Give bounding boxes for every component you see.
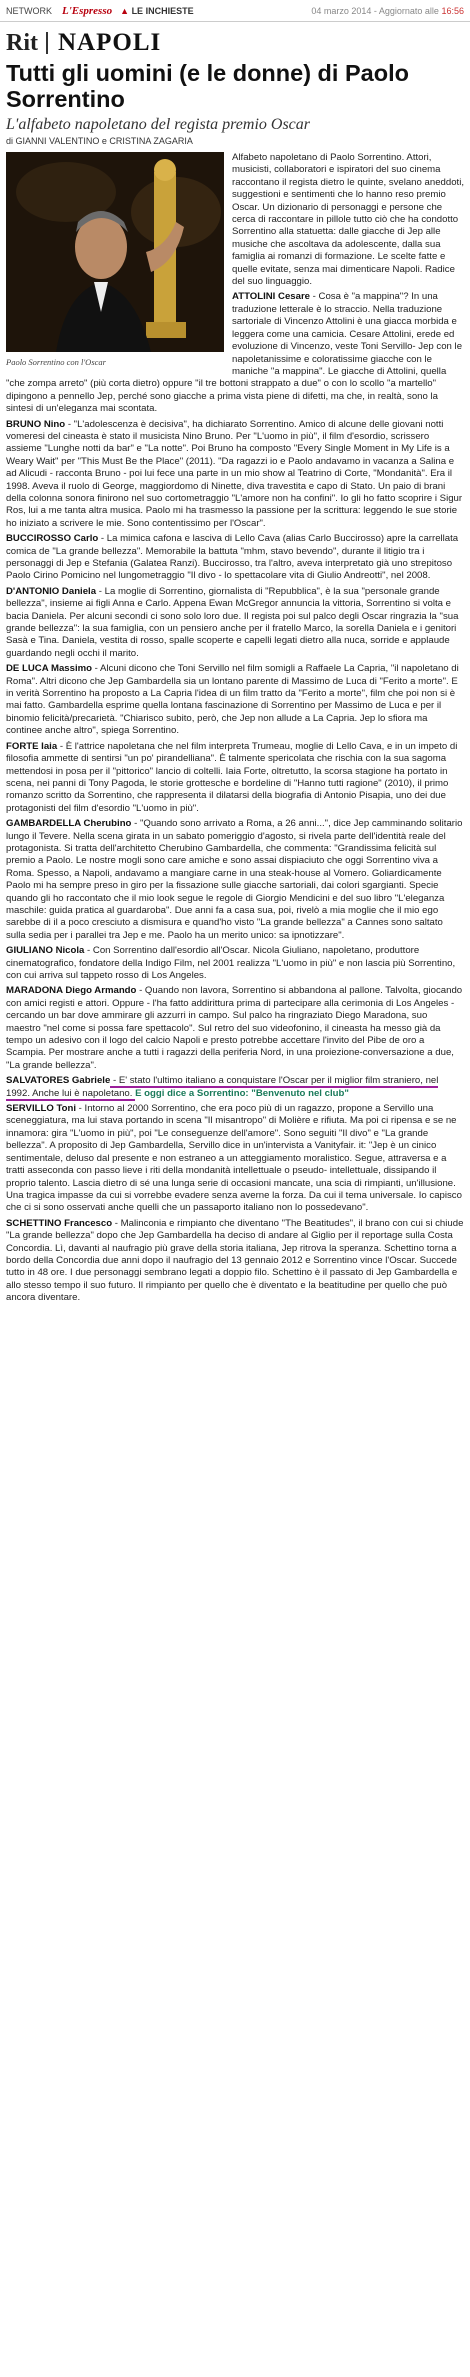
section-title[interactable]: NAPOLI — [58, 29, 162, 56]
entry-name: D'ANTONIO Daniela — [6, 585, 97, 597]
entry-name: ATTOLINI Cesare — [232, 291, 311, 303]
entry-text: - E' stato l'ultimo italiano a conquistare l'Oscar per il miglior film straniero, nel 1992. Anche lui è napoletano. — [6, 1075, 439, 1099]
entry-text: - La moglie di Sorrentino, giornalista di "Repubblica", è la sua "personale grande bellezza", insieme ai figli Anna e Carlo. Appena Ewan McGregor annuncia la vittoria, Sorrentino si volta e bacia Daniela. Per alcuni secondi ci sono solo loro due. Il regista poi sul palco degli Oscar ringrazia la "sua grande bellezza": la sua famiglia, con un pensiero anche per il fratello Marco, la sorella Daniela e i genitori Sasà e Tina. Daniela, vestita di rosso, spalle scoperte e capelli legati dietro alla nuca, sorride e applaude guardando negli occhi il marito. — [6, 585, 459, 659]
espresso-logo[interactable]: L'Espresso — [62, 4, 113, 17]
divider — [46, 32, 48, 54]
entry-2 — [6, 533, 464, 583]
entry-name: GIULIANO Nicola — [6, 945, 85, 957]
entry-7 — [6, 945, 464, 982]
top-bar — [0, 0, 470, 22]
oscar-photo-icon — [6, 152, 224, 352]
article-header — [0, 22, 470, 146]
update-label: 04 marzo 2014 - Aggiornato alle — [311, 5, 439, 16]
update-info — [311, 6, 464, 16]
intro-paragraph: Alfabeto napoletano di Paolo Sorrentino. Attori, musicisti, collaboratori e ispiratori del suo cinema raccontano il regista dietro le quinte, svelano aneddoti, suggestioni e sentimenti che lo hanno reso premio Oscar. Un dizionario di personaggi e persone che cerca di raccontare in pillole tutto ciò che ha condotto Sorrentino alla statuetta: dalle giacche di Jep alle musiche che ascoltava da adolescente, dalla sua famiglia ai romanzi di formazione. Le scelte fatte e quelle evitate, senza mai dimenticare Napoli. Radice del suo linguaggio. — [232, 152, 464, 288]
byline — [6, 136, 464, 146]
entry-text: - Con Sorrentino dall'esordio all'Oscar. Nicola Giuliano, napoletano, produttore cinematografico, fondatore della Indigo Film, nel 2001 realizza "L'uomo in più" e non lascia più Sorrentino, con cui arriva sul tappeto rosso di Los Angeles. — [6, 945, 456, 981]
entry-8 — [6, 985, 464, 1072]
entries-list — [6, 291, 464, 1304]
entry-text: - "L'adolescenza è decisiva", ha dichiarato Sorrentino. Amico di alcune delle giovani notti vomeresi del cineasta è stato il musicista Nino Bruno. Per "L'uomo in più", il film d'esordio, scrissero assieme "Lunghe notti da bar" e "La notte". Poi Bruno ha composto "Every Single Moment in My Life is a Weary Wait" per "This Must Be the Place" (2011). "Da ragazzi io e Paolo andavamo in vacanza a Salina e ad Alicudi - racconta Bruno - poi lui fece una parte in un mio show al Teatrino di Corte, "Mondanità". Era il 1998. Aveva il ruolo di George, maggiordomo di Ninette, diva travestita e capo di Stato. Un paio di brani della colonna sonora finirono nel suo cortometraggio "L'amore non ha confini". Io gli ho fatto scoprire i Sigur Ros, lui a me tanta altra musica. Paolo mi ha trasmesso la passione per la scrittura: leggendo le sue storie ho iniziato a scrivere le mie. Sono contentissimo per l'Oscar". — [6, 418, 463, 529]
entry-6 — [6, 818, 464, 942]
photo-image — [6, 152, 224, 352]
inchieste-logo[interactable]: ▲ LE INCHIESTE — [120, 5, 194, 16]
network-menu[interactable]: NETWORK — [6, 5, 52, 16]
entry-4 — [6, 663, 464, 737]
entry-text: - Quando non lavora, Sorrentino si abbandona al pallone. Talvolta, giocando con amici registi e attori. Oppure - l'ha fatto addirittura prima di partecipare alla cerimonia di Los Angeles - cercando un bar dove ammirare gli azzurri in campo. Sul palco ha ringraziato Diego Maradona, suo maestro "nel come si possa fare spettacolo". Sul retro del suo videofonino, il cineasta ha messo già da tempo un adesivo con il logo del calcio Napoli e presto potrebbe accettare l'invito del Pibe de oro a Scampia. Per mostrare anche a tutti i ragazzi della periferia Nord, in una proiezione-conversazione a due, "La grande bellezza". — [6, 985, 463, 1071]
entry-text: - Cosa è "a mappina"? In una traduzione letterale è lo straccio. Nella traduzione sartoriale di Vincenzo Attolini è una giacca morbida e leggera come una camicia. Cesare Attolini, erede ed evoluzione di Vincenzo, veste Toni Servillo- Jep con le napoletanissime e coloratissime giacche con le maniche "a mappina". Le giacche di Attolini, quella "che zompa arreto" (più corta dietro) oppure "il tre bottoni strappato a due" o con lo scollo "a martello" dipingono a pennello Jep, perché sono giacche a prima vista piene di difetti, ma che, in realtà, sono la sintesi di un'eleganza mai scontata. — [6, 291, 463, 415]
article-photo[interactable] — [6, 152, 224, 368]
entry-11 — [6, 1218, 464, 1305]
entry-1 — [6, 419, 464, 531]
entry-name: FORTE Iaia — [6, 740, 58, 752]
entry-name: BUCCIROSSO Carlo — [6, 533, 99, 545]
entry-name: GAMBARDELLA Cherubino — [6, 818, 132, 830]
entry-name: BRUNO Nino — [6, 418, 66, 430]
entry-link[interactable]: E oggi dice a Sorrentino: "Benvenuto nel club" — [135, 1087, 349, 1099]
entry-text: - La mimica cafona e lasciva di Lello Cava (alias Carlo Buccirosso) apre la carrellata comica de "La grande bellezza". Memorabile la battuta "mhm, stavo bevendo", durante il litigio tra i personaggi di Jep e Stefania (Galatea Ranzi). Buccirosso, tra l'altro, aveva interpretato già uno strepitoso Paolo Cirino Pomicino nel lungometraggio "Il divo - lo spettacolare vita di Giulio Andreotti", nel 2008. — [6, 533, 459, 582]
photo-caption: Paolo Sorrentino con l'Oscar — [6, 357, 106, 367]
brand-logo[interactable] — [6, 30, 38, 57]
entry-name: SALVATORES Gabriele — [6, 1075, 111, 1087]
inchieste-label: LE INCHIESTE — [131, 5, 194, 16]
article-title: Tutti gli uomini (e le donne) di Paolo Sorrentino — [6, 60, 409, 112]
entry-text: - Malinconia e rimpianto che diventano "The Beatitudes", il brano con cui si chiude "La grande bellezza" dopo che Jep Gambardella ha deciso di andare al Giglio per il reportage sulla Costa Concordia. Lì, davanti al naufragio più grave della storia italiana, Jep ritrova la speranza. Schettino torna a bordo della Concordia due anni dopo il naufragio del 13 gennaio 2012 e Sorrentino vince l'Oscar. Succede tutto in 48 ore. I due personaggi sembrano legati a doppio filo. Schettino è il passato di Jep Gambardella e allo stesso tempo il suo futuro. Il rimpianto per quello che è diventato e la beatitudine per quello che può ancora diventare. — [6, 1217, 464, 1304]
entry-10 — [6, 1103, 464, 1215]
entry-5 — [6, 741, 464, 815]
section-row — [6, 28, 464, 58]
brand-text: Rit — [6, 29, 38, 56]
entry-text: - "Quando sono arrivato a Roma, a 26 anni...", dice Jep camminando solitario lungo il Tevere. Nella scena girata in un sabato pomeriggio d'agosto, si rivela parte dell'identità reale del protagonista. Si tratta dell'architetto Cherubino Gambardella, che commenta: "Grandissima felicità sul premio a Paolo. Le nostre mogli sono care amiche e sono assai dispiaciuto che oggi Sorrentino viva a Roma. Spesso, a Napoli, andavamo a mangiare carne in una steak-house al Vomero. Goliardicamente Paolo mi ha sempre preso in giro per la fissazione sulle giacche sartoriali, dai colori sgargianti. Specie quando gli ho raccontato che il mio look segue le regole di Giorgio Mendicini e del suo libro "L'eleganza maschile: guida pratica al guardaroba". Due anni fa a casa sua, poi, rivelò a mia moglie che il mio ego sarebbe di il a poco cresciuto a dismisura e quand'ho visto "La grande bellezza" a Cannes sono saltato sulla sedia per i parallei tra Jep e me. Paolo ha un merito unico: sa ipnotizzare". — [6, 818, 463, 941]
entry-9 — [6, 1075, 464, 1100]
article-body — [0, 152, 470, 1305]
entry-name: SCHETTINO Francesco — [6, 1217, 113, 1229]
entry-text: - Intorno al 2000 Sorrentino, che era poco più di un ragazzo, propone a Servillo una sceneggiatura, ma lui stava portando in scena "Il misantropo" di Molière e rifiuta. Ma poi ci ripensa e se ne innamora: gira "L'uomo in più", poi "Le conseguenze dell'amore". Sono seguiti "Il divo" e "La grande bellezza". A proposito di Jep Gambardella, Servillo dice in un'intervista a Vanityfair. it: "Jep è un cinico sentimentale, deluso dal presente e non estraneo a un atteggiamento moralistico. Segue, attraversa e a tratti asseconda con passo lieve i riti della mondanità intellettuale o pseudo- intellettuale, dissipando il proprio talento. Lascia dietro di sé una lunga serie di occasioni mancate, una scia di rimpianti, un'illusione. Una tragica impasse da cui si vorrebbe evadere senza averne la forza. Da cui il tema universale. Io capisco che ci si sono osservati anche quelli che un passaporto italiano non lo possedevano". — [6, 1103, 462, 1214]
entry-name: MARADONA Diego Armando — [6, 985, 137, 997]
entry-name: DE LUCA Massimo — [6, 663, 93, 675]
article-subtitle: L'alfabeto napoletano del regista premio Oscar — [6, 116, 310, 133]
entry-text: - È l'attrice napoletana che nel film interpreta Trumeau, moglie di Lello Cava, e in un impeto di filosofia ammette di sentirsi "un po' pirandelliana". È talmente spericolata che rischia con la sua sagoma mettendosi in posa per il "pittorico" lancio di coltelli. Iaia Forte, oltretutto, la scorsa stagione ha portato in scena, nei panni di Tony Pagoda, le storie grottesche e bordeline di "Hanno tutti ragione" (2010), il primo romanzo scritto da Sorrentino, che rappresenta il dilatarsi della biografia di Antonio Pisapia, uno dei due protagonisti del film d'esordio "L'uomo in più". — [6, 740, 458, 814]
entry-name: SERVILLO Toni — [6, 1103, 76, 1115]
byline-prefix: di — [6, 136, 14, 146]
byline-authors: GIANNI VALENTINO e CRISTINA ZAGARIA — [15, 136, 193, 146]
entry-3 — [6, 586, 464, 660]
update-time: 16:56 — [441, 5, 464, 16]
entry-text: - Alcuni dicono che Toni Servillo nel film somigli a Raffaele La Capria, "il napoletano di Roma". Altri dicono che Jep Gambardella sia un lontano parente di Massimo de Luca di "Ferito a morte". E in verità Sorrentino ha proposto a La Capria l'idea di un film tratto da "Ferito a morte", film che poi non si è mai fatto. Gambardella esprime quella lontana fascinazione di Sorrentino per Massimo de Luca e per il binomio felicità/precarietà. "Chiarisco subito, però, che Jep non allude a La Capria. Jep lo sfiora ma continee anche altro", spiega Sorrentino. — [6, 663, 459, 737]
